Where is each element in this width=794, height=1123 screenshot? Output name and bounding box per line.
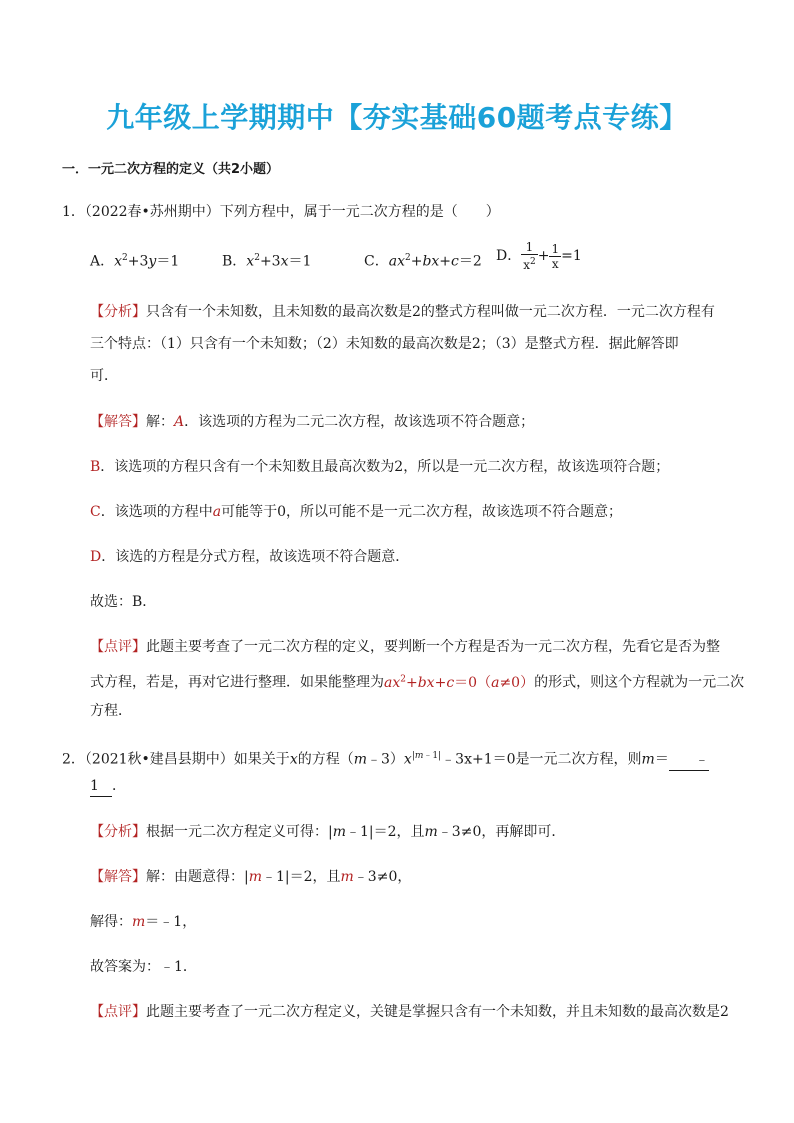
q1-answer-d: D．该选的方程是分式方程，故该选项不符合题意． xyxy=(90,549,410,565)
q2-answer-blank: ﹣ xyxy=(669,750,709,771)
q1-option-a: A．$x^2+3y=1$ xyxy=(90,253,180,270)
q1-comment-line3: 方程． xyxy=(90,703,132,719)
q2-final: 故答案为：﹣1． xyxy=(90,959,197,975)
q2-stem-continued: 1 ． xyxy=(90,776,126,797)
q1-option-b: B．$x^2+3x=1$ xyxy=(222,253,312,270)
page-title: 九年级上学期期中【夯实基础60题考点专练】 xyxy=(106,101,688,134)
q2-stem: 2．（2021秋•建昌县期中）如果关于x的方程$(m﹣3)x^{|m﹣1|}﹣3x+1=0$是一元二次方程，则m＝ ﹣ xyxy=(62,746,709,771)
q2-answer: 【解答】解：由题意得：|m﹣1|＝2，且m﹣3≠0， xyxy=(90,869,412,885)
q1-analysis-line2: 三个特点：（1）只含有一个未知数；（2）未知数的最高次数是2；（3）是整式方程．据此解答即 xyxy=(90,336,679,352)
q1-choice: 故选：B． xyxy=(90,594,157,610)
q2-comment: 【点评】此题主要考查了一元二次方程定义，关键是掌握只含有一个未知数，并且未知数的最高次数是2 xyxy=(90,1004,729,1020)
q1-analysis-line3: 可． xyxy=(90,368,118,384)
section-heading: 一．一元二次方程的定义（共2小题） xyxy=(62,162,280,177)
q1-comment-line2: 式方程，若是，再对它进行整理．如果能整理为$ax^2+bx+c=0(a\ne 0)$的形式，则这个方程就为一元二次 xyxy=(90,674,745,691)
q2-analysis: 【分析】根据一元二次方程定义可得：|m﹣1|＝2，且m﹣3≠0，再解即可． xyxy=(90,824,566,840)
q1-option-d: D． $\frac{1}{x^2}$ + $\frac{1}{x}$ =1 xyxy=(496,240,582,272)
q1-stem: 1．（2022春•苏州期中）下列方程中，属于一元二次方程的是（ ） xyxy=(62,204,500,220)
q1-answer-c: C．该选项的方程中a可能等于0，所以可能不是一元二次方程，故该选项不符合题意； xyxy=(90,504,622,520)
q1-answer-b: B．该选项的方程只含有一个未知数且最高次数为2，所以是一元二次方程，故该选项符合题； xyxy=(90,459,670,475)
q1-analysis-line1: 【分析】只含有一个未知数，且未知数的最高次数是2的整式方程叫做一元二次方程．一元二次方程有 xyxy=(90,304,715,320)
q1-comment-line1: 【点评】此题主要考查了一元二次方程的定义，要判断一个方程是否为一元二次方程，先看它是否为整 xyxy=(90,639,720,655)
q2-solve: 解得：m＝﹣1， xyxy=(90,914,197,930)
q1-answer-a: 【解答】解：A．该选项的方程为二元二次方程，故该选项不符合题意； xyxy=(90,414,535,430)
q1-option-c: C．$ax^2+bx+c=2$ xyxy=(364,253,482,270)
